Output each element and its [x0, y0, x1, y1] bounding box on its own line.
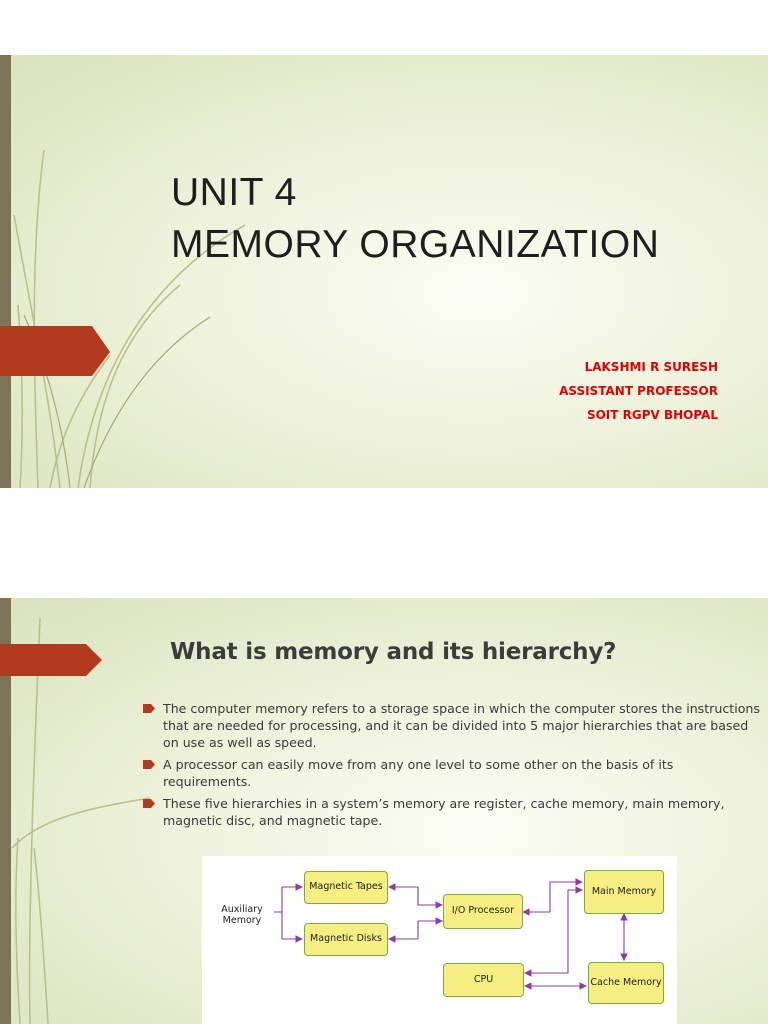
bullet-item — [143, 756, 763, 790]
bullet-text: The computer memory refers to a storage space in which the computer stores the instructions that are needed for processing, and it can be divided into 5 major hierarchies that are based on use as well as speed. — [163, 701, 760, 750]
node-cache-memory: Cache Memory — [588, 962, 664, 1004]
node-cpu: CPU — [443, 963, 524, 997]
node-magnetic-disks: Magnetic Disks — [304, 923, 388, 956]
arrow-bullet-icon — [143, 760, 155, 769]
arrow-tab-icon — [0, 644, 104, 678]
left-accent-bar — [0, 55, 11, 488]
node-io-processor: I/O Processor — [443, 894, 523, 929]
author-institution: SOIT RGPV BHOPAL — [586, 408, 718, 422]
arrow-bullet-icon — [143, 704, 155, 713]
bullet-text: A processor can easily move from any one level to some other on the basis of its requirements. — [163, 757, 674, 789]
bullet-item — [143, 795, 763, 829]
auxiliary-memory-label: Auxiliary Memory — [221, 904, 263, 926]
memory-hierarchy-diagram — [202, 856, 677, 1024]
arrow-bullet-icon — [143, 799, 155, 808]
node-main-memory: Main Memory — [584, 870, 664, 914]
author-name: LAKSHMI R SURESH — [584, 360, 718, 374]
bullet-text: These five hierarchies in a system’s memory are register, cache memory, main memory, magnetic disc, and magnetic tape. — [163, 796, 725, 828]
node-magnetic-tapes: Magnetic Tapes — [304, 871, 388, 904]
bullet-item — [143, 700, 763, 751]
content-slide — [0, 598, 768, 1024]
title-unit: UNIT 4 — [171, 171, 297, 214]
decorative-grass-lines — [0, 55, 260, 488]
arrow-tab-icon — [0, 326, 112, 378]
title-subject: MEMORY ORGANIZATION — [171, 223, 660, 266]
author-designation: ASSISTANT PROFESSOR — [559, 384, 718, 398]
bullet-list — [143, 700, 763, 834]
title-slide — [0, 55, 768, 488]
slide-heading: What is memory and its hierarchy? — [170, 639, 617, 665]
